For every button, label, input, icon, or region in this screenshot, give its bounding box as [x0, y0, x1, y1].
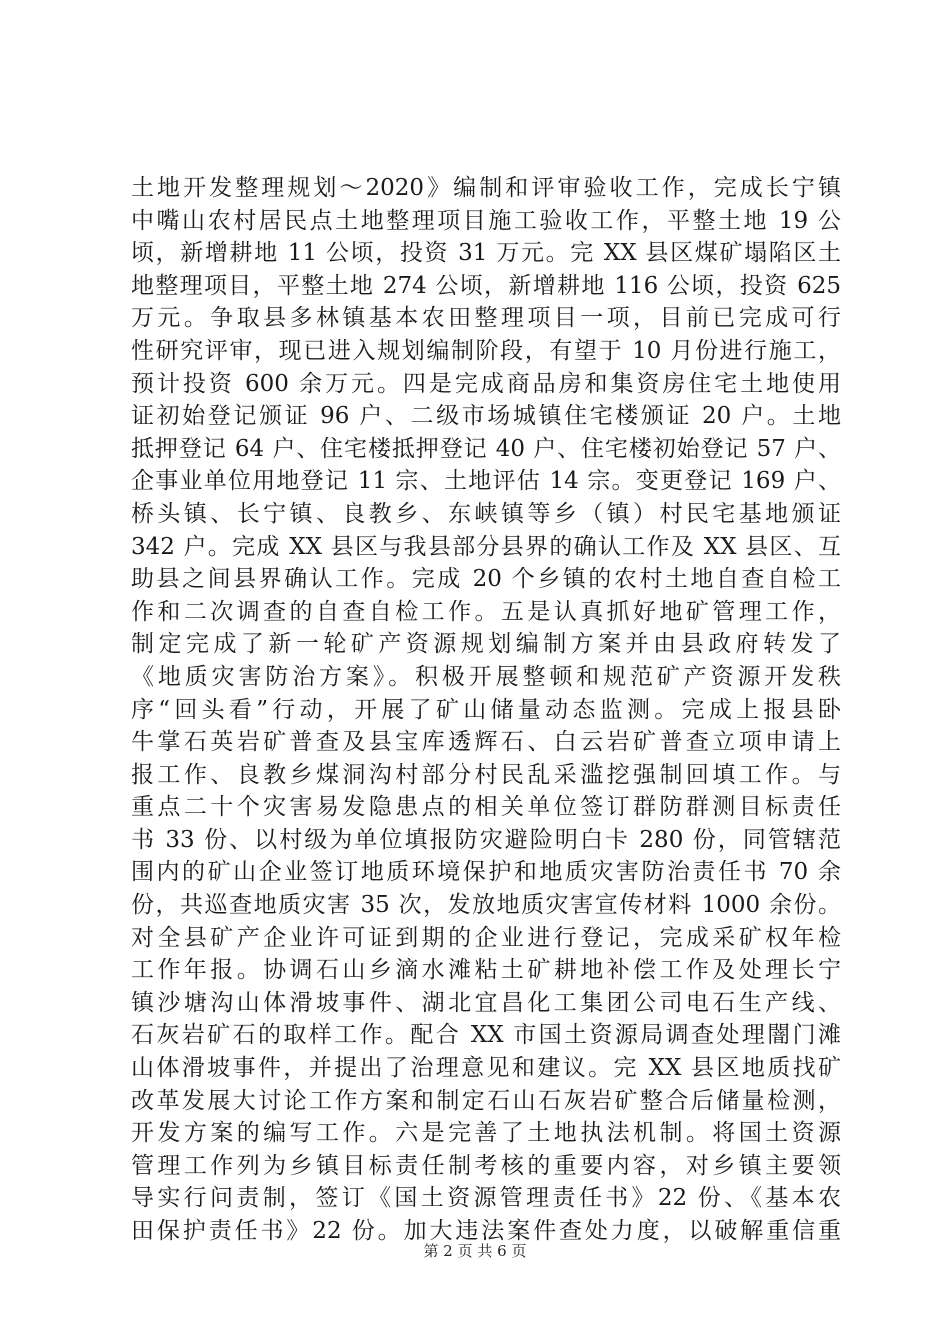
- text-line: 抵押登记 64 户、住宅楼抵押登记 40 户、住宅楼初始登记 57 户、: [131, 435, 841, 462]
- text-line: 作和二次调查的自查自检工作。五是认真抓好地矿管理工作，: [131, 598, 841, 625]
- text-line: 对全县矿产企业许可证到期的企业进行登记，完成采矿权年检: [131, 924, 841, 951]
- text-line: 报工作、良教乡煤洞沟村部分村民乱采滥挖强制回填工作。与: [131, 761, 841, 788]
- text-line: 顷，新增耕地 11 公顷，投资 31 万元。完 XX 县区煤矿塌陷区土: [131, 240, 841, 267]
- text-line: 改革发展大讨论工作方案和制定石山石灰岩矿整合后储量检测，: [131, 1087, 841, 1114]
- text-line: 开发方案的编写工作。六是完善了土地执法机制。将国土资源: [131, 1120, 841, 1147]
- text-line: 证初始登记颁证 96 户、二级市场城镇住宅楼颁证 20 户。土地: [131, 403, 841, 430]
- body-paragraph: [131, 172, 841, 1248]
- text-line: 342 户。完成 XX 县区与我县部分县界的确认工作及 XX 县区、互: [131, 533, 841, 560]
- text-line: 《地质灾害防治方案》。积极开展整顿和规范矿产资源开发秩: [131, 663, 841, 690]
- text-line: 序“回头看”行动，开展了矿山储量动态监测。完成上报县卧: [131, 696, 841, 723]
- text-line: 中嘴山农村居民点土地整理项目施工验收工作，平整土地 19 公: [131, 207, 841, 234]
- text-line: 镇沙塘沟山体滑坡事件、湖北宜昌化工集团公司电石生产线、: [131, 989, 841, 1016]
- text-line: 预计投资 600 余万元。四是完成商品房和集资房住宅土地使用: [131, 370, 841, 397]
- text-line: 地整理项目，平整土地 274 公顷，新增耕地 116 公顷，投资 625: [131, 272, 841, 299]
- text-line: 万元。争取县多林镇基本农田整理项目一项，目前已完成可行: [131, 305, 841, 332]
- text-line: 山体滑坡事件，并提出了治理意见和建议。完 XX 县区地质找矿: [131, 1055, 841, 1082]
- text-line: 田保护责任书》22 份。加大违法案件查处力度，以破解重信重: [131, 1218, 841, 1244]
- text-line: 围内的矿山企业签订地质环境保护和地质灾害防治责任书 70 余: [131, 859, 841, 886]
- text-line: 制定完成了新一轮矿产资源规划编制方案并由县政府转发了: [131, 631, 841, 658]
- page-footer: 第 2 页 共 6 页: [423, 1242, 527, 1260]
- text-line: 份，共巡查地质灾害 35 次，发放地质灾害宣传材料 1000 余份。: [131, 892, 841, 919]
- text-line: 性研究评审，现已进入规划编制阶段，有望于 10 月份进行施工，: [131, 337, 841, 364]
- text-line: 桥头镇、长宁镇、良教乡、东峡镇等乡（镇）村民宅基地颁证: [131, 500, 841, 527]
- text-line: 牛掌石英岩矿普查及县宝库透辉石、白云岩矿普查立项申请上: [131, 729, 841, 756]
- text-line: 工作年报。协调石山乡滴水滩粘土矿耕地补偿工作及处理长宁: [131, 957, 841, 984]
- text-line: 企事业单位用地登记 11 宗、土地评估 14 宗。变更登记 169 户、: [131, 468, 841, 495]
- text-line: 导实行问责制，签订《国土资源管理责任书》22 份、《基本农: [131, 1185, 841, 1212]
- text-line: 重点二十个灾害易发隐患点的相关单位签订群防群测目标责任: [131, 794, 841, 821]
- text-line: 助县之间县界确认工作。完成 20 个乡镇的农村土地自查自检工: [131, 566, 841, 593]
- text-line: 土地开发整理规划～2020》编制和评审验收工作，完成长宁镇: [131, 175, 841, 201]
- text-line: 石灰岩矿石的取样工作。配合 XX 市国土资源局调查处理闇门滩: [131, 1022, 841, 1049]
- text-line: 管理工作列为乡镇目标责任制考核的重要内容，对乡镇主要领: [131, 1152, 841, 1179]
- text-line: 书 33 份、以村级为单位填报防灾避险明白卡 280 份，同管辖范: [131, 826, 841, 853]
